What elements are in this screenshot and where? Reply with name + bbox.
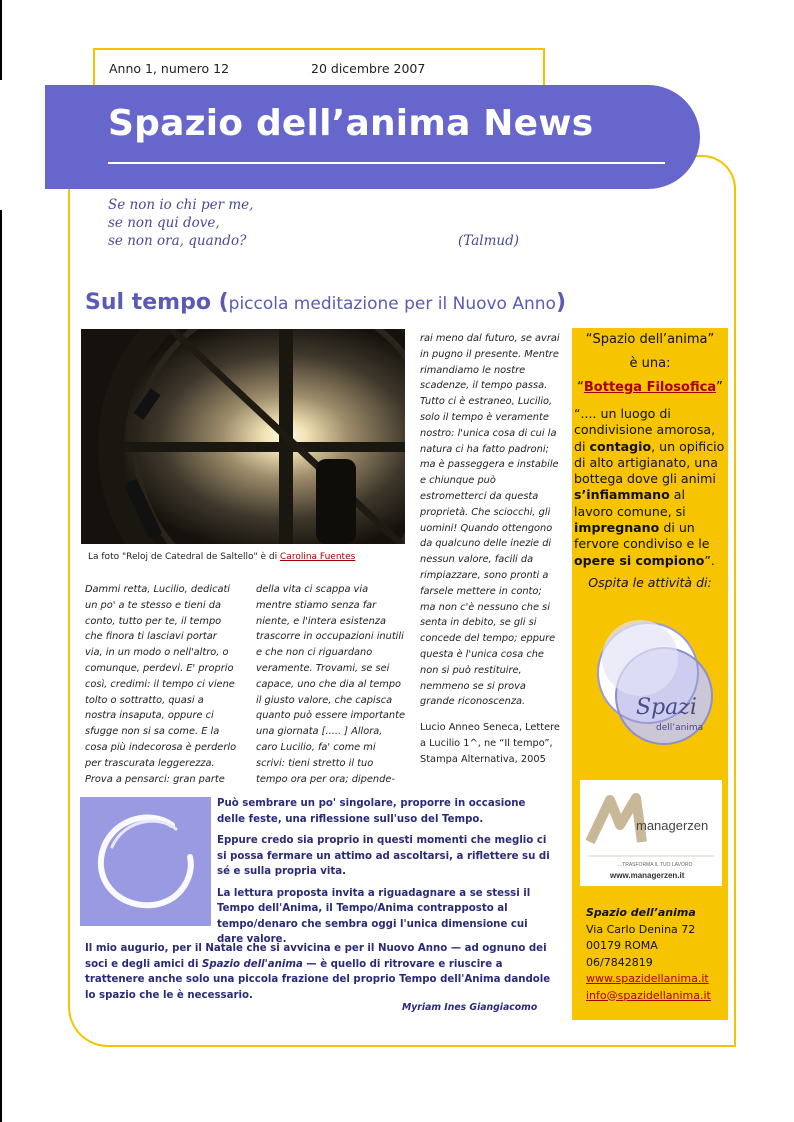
edge-mark-bottom	[0, 210, 2, 1122]
managerzen-tagline: ...TRASFORMA IL TUO LAVORO	[618, 862, 693, 868]
issue-date: 20 dicembre 2007	[311, 61, 426, 76]
managerzen-logo-icon	[580, 780, 722, 886]
address-name: Spazio dell’anima	[586, 906, 696, 919]
managerzen-brand: managerzen	[636, 818, 709, 833]
epigraph	[108, 196, 519, 250]
column-text: rai meno dal futuro, se avrai in pugno il presente. Mentre rimandiamo le nostre scadenze, il tempo passa. Tutto ci è estraneo, Lucilio, solo il tempo è veramente nostro: l'unica cosa di cui la natura ci ha fatto padroni; ma è passeggera e instabile e chiunque può estrometterci da questa proprietà. Che sciocchi, gli uomini! Quando ottengono da qualcuno delle inezie di nessun valore, facili da rimpiazzare, sono pronti a farsele mettere in conto; ma non c'è nessuno che si senta in debito, se gli si concede del tempo; eppure questa è l'unica cosa che non si può restituire, nemmeno se si prova grande riconoscenza.	[420, 333, 560, 708]
editorial-org-name: Spazio dell'anima —	[202, 958, 317, 970]
epigraph-line: se non qui dove,	[108, 215, 220, 231]
logo-word-spazi: Spazi	[636, 695, 697, 720]
sidebar-name: “Spazio dell’anima”	[585, 332, 715, 347]
spazi-logo-icon	[592, 618, 717, 748]
epigraph-source: (Talmud)	[458, 233, 519, 249]
circle-image	[80, 797, 211, 926]
logo-word-anima: dell’anima	[656, 723, 704, 733]
page-frame-corner	[690, 155, 736, 195]
title-banner	[45, 85, 700, 189]
editorial-paragraph: Può sembrare un po' singolare, proporre in occasione delle feste, una riflessione sull'uso del Tempo.	[217, 798, 526, 825]
sidebar-is-a: è una:	[629, 356, 671, 371]
article-column-2	[256, 582, 406, 787]
sidebar-link-line: “Bottega Filosofica”	[577, 380, 723, 395]
photo-caption	[88, 552, 355, 562]
clock-illustration	[81, 329, 405, 544]
sidebar-hosts-label: Ospita le attività di:	[588, 575, 712, 590]
contact-address	[586, 905, 711, 1004]
edge-mark-top	[0, 0, 2, 80]
clock-photo	[81, 329, 405, 544]
editorial-paragraph: La lettura proposta invita a riguadagnare a se stessi il Tempo dell'Anima, il Tempo/Anima contrapposto al tempo/denaro che sembra oggi l'unica dimensione cui dare valore.	[217, 887, 531, 945]
address-city: 00179 ROMA	[586, 939, 658, 952]
editorial-wish: Il mio augurio, per il Natale che si avvicina e per il Nuovo Anno — ad ognuno dei soci e degli amici di Spazio dell'anima — è quello di ritrovare e riuscire a trattenere anche solo una piccola frazione del proprio Tempo dell'Anima dandole lo spazio che le è necessario.	[85, 943, 551, 1001]
column-text: della vita ci scappa via mentre stiamo senza far niente, e l'intera esistenza trascorre in occupazioni inutili e che non ci riguardano veramente. Trovami, se sei capace, uno che dia al tempo il giusto valore, che capisca quanto può essere importante una giornata [..... ] Allora, caro Lucilio, fa' come mi scrivi: tieni stretto il tuo tempo ora per ora; dipende-	[256, 584, 405, 785]
article-column-3	[420, 331, 560, 768]
sidebar-description: “.... un luogo di condivisione amorosa, di contagio, un opificio di alto artigianato, una bottega dove gli animi s’infiammano al lavoro comune, si impregnano di un fervore condiviso e le opere si compiono”.	[574, 406, 725, 568]
article-citation: Lucio Anneo Seneca, Lettere a Lucilio 1^, ne “Il tempo”, Stampa Alternativa, 2005	[420, 722, 560, 765]
epigraph-line: se non ora, quando?	[108, 233, 247, 249]
bottega-filosofica-link[interactable]: Bottega Filosofica	[583, 380, 717, 395]
sidebar-intro	[572, 328, 728, 400]
epigraph-line: Se non io chi per me,	[108, 197, 254, 213]
headline-subtitle: piccola meditazione per il Nuovo Anno	[228, 294, 556, 314]
sidebar	[572, 328, 728, 1020]
email-link[interactable]: info@spazidellanima.it	[586, 988, 711, 1002]
newsletter-title: Spazio dell’anima News	[108, 103, 594, 144]
spazi-anima-logo	[592, 618, 717, 748]
headline-title: Sul tempo (	[85, 290, 229, 315]
article-column-1	[85, 582, 237, 787]
column-text: Dammi retta, Lucilio, dedicati un po' a te stesso e tieni da conto, tutto per te, il tempo che finora ti lasciavi portar via, in un modo o nell'altro, o comunque, perdevi. E' proprio così, credimi: il tempo ci viene tolto o sottratto, quasi a nostra insaputa, oppure ci sfugge non si sa come. E la cosa più indecorosa è perderlo per trascurata leggerezza. Prova a pensarci: gran parte	[85, 584, 237, 785]
editorial-text	[217, 796, 552, 954]
headline-close: )	[555, 290, 567, 315]
issue-number: Anno 1, numero 12	[109, 61, 230, 76]
address-street: Via Carlo Denina 72	[586, 922, 696, 936]
managerzen-logo	[580, 780, 722, 886]
brush-circle-icon	[80, 797, 211, 926]
editorial-signature: Myriam Ines Giangiacomo	[402, 1002, 538, 1013]
editorial-paragraph: Eppure credo sia proprio in questi momenti che meglio ci si possa fermare un attimo ad ascoltarsi, a riflettere su di sé e sulla propria vita.	[217, 835, 550, 877]
address-phone: 06/7842819	[586, 955, 653, 969]
caption-text: La foto "Reloj de Catedral de Saltello" è di	[88, 552, 278, 562]
caption-author-link[interactable]: Carolina Fuentes	[280, 552, 356, 562]
website-link[interactable]: www.spazidellanima.it	[586, 972, 709, 985]
managerzen-url: www.managerzen.it	[610, 871, 685, 880]
article-headline	[85, 290, 566, 315]
title-rule	[108, 162, 665, 164]
